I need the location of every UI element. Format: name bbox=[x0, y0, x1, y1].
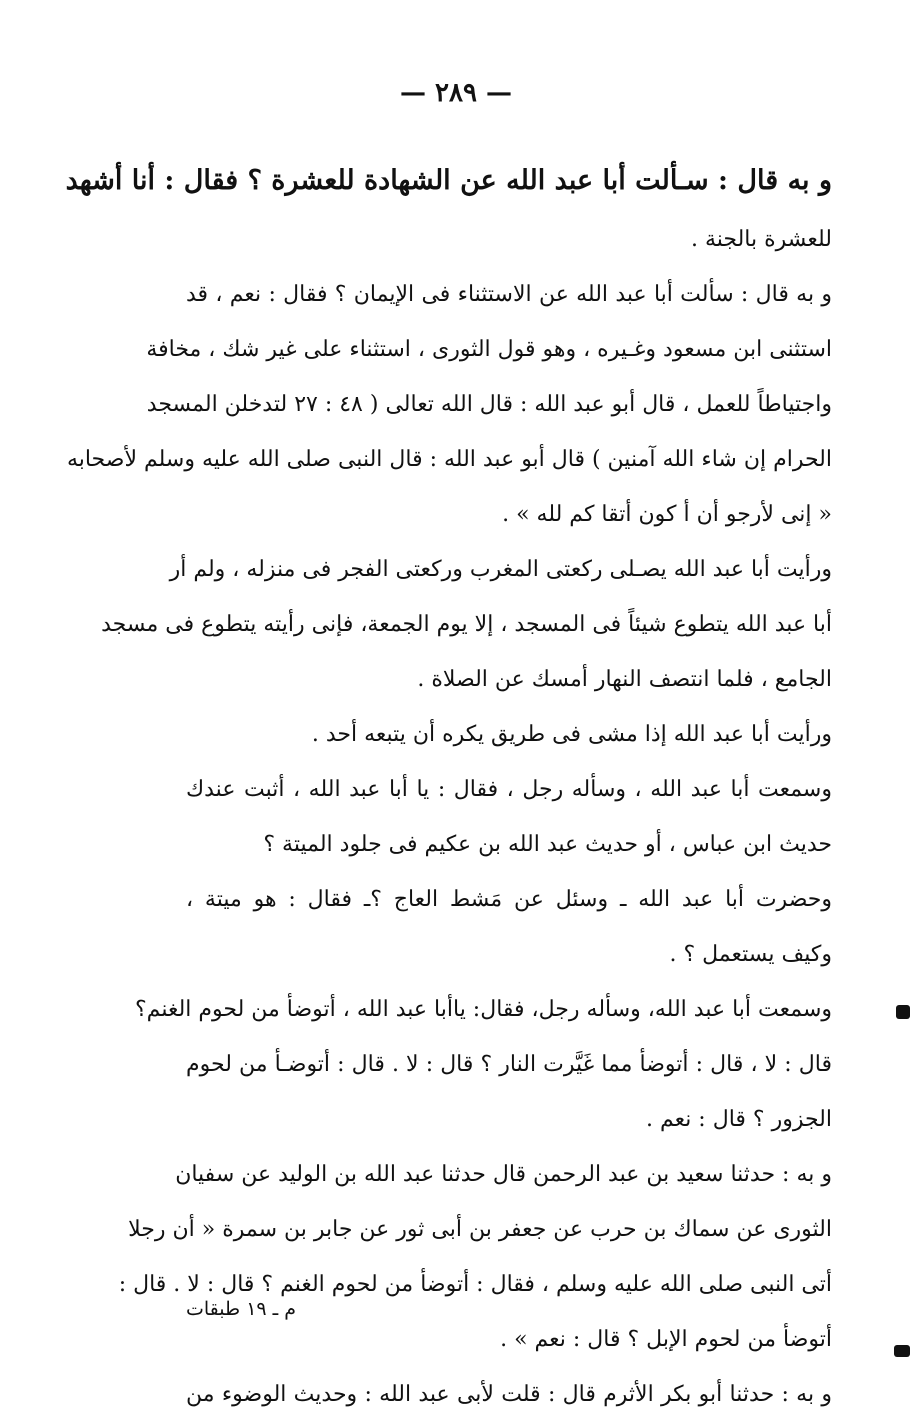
text-line: وكيف يستعمل ؟ . bbox=[669, 942, 832, 967]
scan-edge-mark bbox=[896, 1005, 910, 1019]
text-line: أتوضأ من لحوم الإبل ؟ قال : نعم » . bbox=[500, 1327, 832, 1352]
text-line: واجتياطاً للعمل ، قال أبو عبد الله : قال الله تعالى ( ٤٨ : ٢٧ لتدخلن المسجد bbox=[146, 392, 832, 417]
text-line: استثنى ابن مسعود وغـيره ، وهو قول الثورى ، استثناء على غير شك ، مخافة bbox=[146, 337, 832, 362]
text-line: « إنى لأرجو أن أ كون أتقا كم لله » . bbox=[502, 502, 832, 527]
text-line: ورأيت أبا عبد الله يصـلى ركعتى المغرب وركعتى الفجر فى منزله ، ولم أر bbox=[169, 557, 832, 582]
text-line: الجزور ؟ قال : نعم . bbox=[645, 1107, 832, 1132]
text-line: قال : لا ، قال : أتوضأ مما غَيَّرت النار ؟ قال : لا . قال : أتوضـأ من لحوم bbox=[186, 1052, 832, 1077]
text-line: الحرام إن شاء الله آمنين ) قال أبو عبد الله : قال النبى صلى الله عليه وسلم لأصحابه bbox=[66, 447, 832, 472]
text-line: و به قال : سألت أبا عبد الله عن الاستثناء فى الإيمان ؟ فقال : نعم ، قد bbox=[186, 282, 832, 307]
text-line: و به : حدثنا سعيد بن عبد الرحمن قال حدثنا عبد الله بن الوليد عن سفيان bbox=[175, 1162, 832, 1187]
text-line: وحضرت أبا عبد الله ـ وسئل عن مَشط العاج ؟ـ فقال : هو ميتة ، bbox=[186, 887, 832, 912]
text-line: الثورى عن سماك بن حرب عن جعفر بن أبى ثور عن جابر بن سمرة « أن رجلا bbox=[128, 1217, 832, 1242]
text-line: الجامع ، فلما انتصف النهار أمسك عن الصلاة . bbox=[417, 667, 832, 692]
text-line: ورأيت أبا عبد الله إذا مشى فى طريق يكره أن يتبعه أحد . bbox=[311, 722, 832, 747]
text-line: حديث ابن عباس ، أو حديث عبد الله بن عكيم فى جلود الميتة ؟ bbox=[263, 832, 832, 857]
page-number: — ٢٨٩ — bbox=[399, 78, 513, 108]
text-line: و به قال : سـألت أبا عبد الله عن الشهادة للعشرة ؟ فقال : أنا أشهد bbox=[65, 165, 832, 196]
text-line: و به : حدثنا أبو بكر الأثرم قال : قلت لأبى عبد الله : وحديث الوضوء من bbox=[186, 1382, 832, 1407]
signature-mark: م ـ ١٩ طبقات bbox=[186, 1298, 297, 1320]
text-line: وسمعت أبا عبد الله، وسأله رجل، فقال: ياأبا عبد الله ، أتوضأ من لحوم الغنم؟ bbox=[135, 997, 832, 1022]
text-line: أبا عبد الله يتطوع شيئاً فى المسجد ، إلا يوم الجمعة، فإنى رأيته يتطوع فى مسجد bbox=[101, 612, 832, 637]
scan-edge-mark bbox=[894, 1345, 910, 1357]
text-line: أتى النبى صلى الله عليه وسلم ، فقال : أتوضأ من لحوم الغنم ؟ قال : لا . قال : bbox=[118, 1272, 832, 1297]
text-line: للعشرة بالجنة . bbox=[690, 227, 832, 252]
body-text bbox=[65, 150, 832, 1422]
text-line: وسمعت أبا عبد الله ، وسأله رجل ، فقال : يا أبا عبد الله ، أثبت عندك bbox=[186, 777, 832, 802]
